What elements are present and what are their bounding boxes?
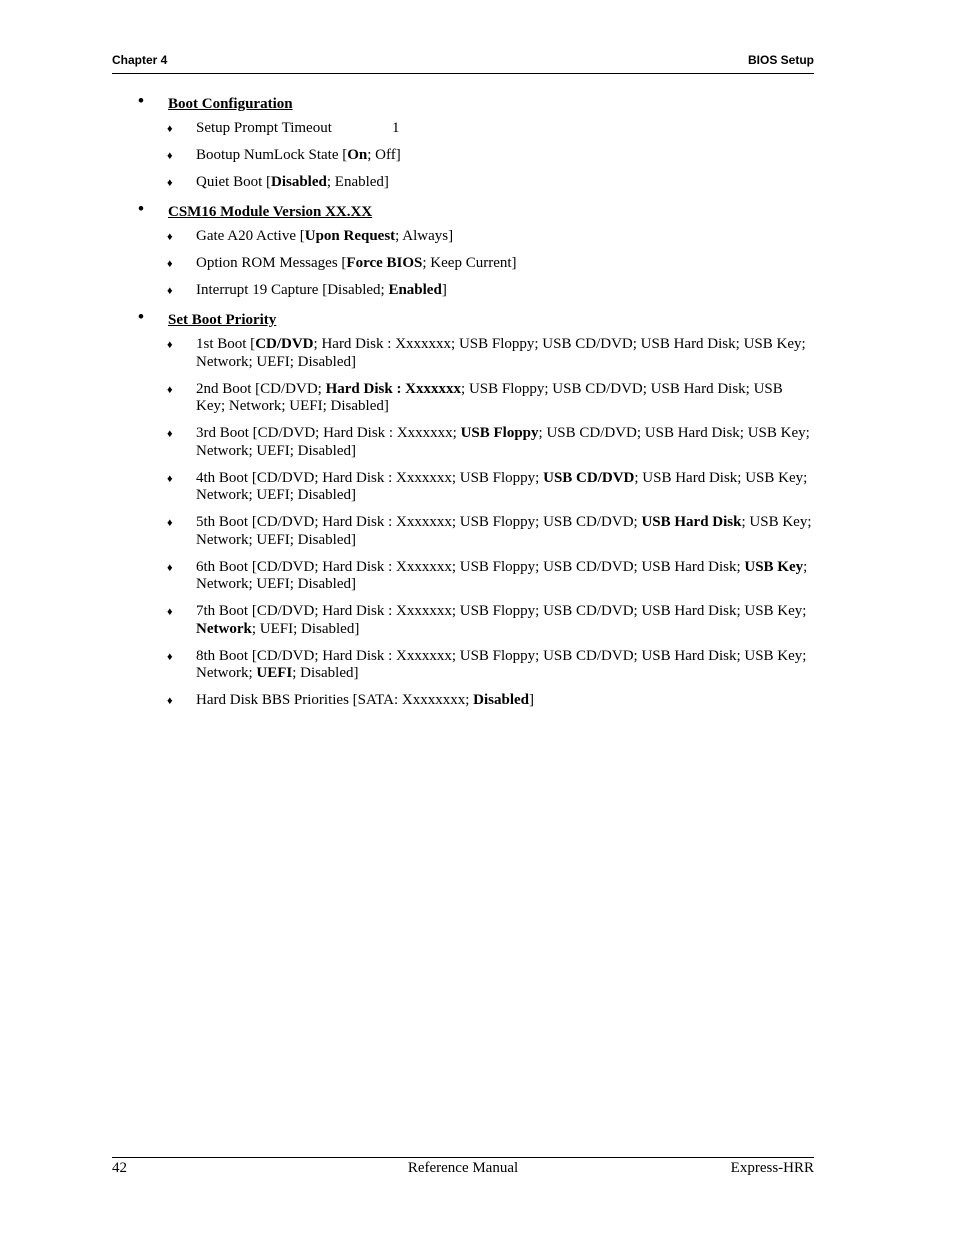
- diamond-bullet-icon: ♦: [167, 472, 173, 485]
- option-default-value: On: [347, 147, 368, 163]
- option-default-value: USB CD/DVD: [543, 469, 635, 486]
- option-text: ; USB Hard Disk; USB Key; Network; UEFI; Disabled]: [196, 469, 808, 503]
- list-item: [112, 648, 814, 683]
- option-text: ; UEFI; Disabled]: [251, 620, 360, 637]
- option-text: 6th Boot [CD/DVD; Hard Disk : Xxxxxxx; USB Floppy; USB CD/DVD; USB Hard Disk;: [196, 558, 745, 575]
- diamond-bullet-icon: ♦: [167, 150, 173, 162]
- option-text: 1st Boot [: [196, 336, 256, 352]
- option-text: ; USB CD/DVD; USB Hard Disk; USB Key; Network; UEFI; Disabled]: [196, 425, 810, 459]
- list-item: [112, 336, 814, 371]
- section-title: CSM16 Module Version XX.XX: [168, 204, 373, 220]
- diamond-bullet-icon: ♦: [167, 561, 173, 574]
- footer-title: Reference Manual: [407, 1160, 519, 1176]
- diamond-bullet-icon: ♦: [167, 517, 173, 529]
- list-item: [112, 470, 814, 505]
- option-text: Interrupt 19 Capture [Disabled;: [196, 282, 389, 298]
- option-text: ; Enabled]: [326, 174, 389, 190]
- option-text: ; Always]: [395, 228, 454, 244]
- option-text: ; Disabled]: [292, 665, 359, 681]
- diamond-bullet-icon: ♦: [167, 258, 173, 270]
- option-text: 8th Boot [CD/DVD; Hard Disk : Xxxxxxx; USB Floppy; USB CD/DVD; USB Hard Disk; USB Key; Network;: [196, 647, 807, 681]
- chapter-label: Chapter 4: [112, 53, 168, 67]
- option-value: 1: [392, 120, 400, 136]
- diamond-bullet-icon: ♦: [167, 285, 173, 297]
- option-text: ; Hard Disk : Xxxxxxx; USB Floppy; USB CD/DVD; USB Hard Disk; USB Key; Network; UEFI; Disabled]: [196, 336, 806, 370]
- option-default-value: Network: [196, 620, 252, 637]
- option-text: Option ROM Messages [: [196, 255, 347, 271]
- option-default-value: UEFI: [256, 665, 293, 681]
- option-text: ; Keep Current]: [422, 255, 517, 271]
- section-title-row: [112, 201, 814, 227]
- option-default-value: USB Hard Disk: [641, 514, 742, 530]
- section-bullet-icon: •: [138, 199, 144, 218]
- option-default-value: Force BIOS: [346, 255, 423, 271]
- page-header: [112, 52, 814, 74]
- section: [112, 201, 814, 300]
- page-number: 42: [112, 1160, 127, 1176]
- option-default-value: Enabled: [388, 282, 442, 298]
- list-item: [112, 174, 814, 192]
- option-default-value: Hard Disk : Xxxxxxx: [325, 380, 462, 397]
- list-item: [112, 425, 814, 460]
- diamond-bullet-icon: ♦: [167, 428, 173, 440]
- option-text: ; USB Key; Network; UEFI; Disabled]: [196, 514, 812, 548]
- option-text: ; Off]: [367, 147, 401, 163]
- option-text: 2nd Boot [CD/DVD;: [196, 380, 326, 397]
- section-bullet-icon: •: [138, 91, 144, 110]
- option-text: 7th Boot [CD/DVD; Hard Disk : Xxxxxxx; USB Floppy; USB CD/DVD; USB Hard Disk; USB Key;: [196, 603, 807, 619]
- section-title: Boot Configuration: [168, 96, 293, 112]
- option-text: 3rd Boot [CD/DVD; Hard Disk : Xxxxxxx;: [196, 425, 461, 441]
- option-text: 5th Boot [CD/DVD; Hard Disk : Xxxxxxx; USB Floppy; USB CD/DVD;: [196, 514, 642, 530]
- section-title-row: [112, 309, 814, 335]
- section: [112, 93, 814, 192]
- option-text: ; Network; UEFI; Disabled]: [196, 558, 808, 592]
- option-text: ]: [529, 692, 535, 708]
- diamond-bullet-icon: ♦: [167, 231, 173, 243]
- diamond-bullet-icon: ♦: [167, 383, 173, 396]
- option-default-value: CD/DVD: [255, 336, 314, 352]
- list-item: [112, 381, 814, 416]
- diamond-bullet-icon: ♦: [167, 650, 173, 663]
- option-text: Quiet Boot [: [196, 174, 271, 190]
- section: [112, 309, 814, 710]
- option-text: Setup Prompt Timeout: [196, 120, 332, 136]
- footer-product: Express-HRR: [730, 1160, 814, 1176]
- option-text: Hard Disk BBS Priorities [SATA: Xxxxxxxx;: [196, 692, 474, 708]
- option-default-value: USB Key: [744, 558, 804, 575]
- diamond-bullet-icon: ♦: [167, 177, 173, 189]
- list-item: [112, 120, 814, 138]
- section-bullet-icon: •: [138, 307, 144, 326]
- option-default-value: Disabled: [271, 174, 327, 190]
- option-text: Gate A20 Active [: [196, 228, 305, 244]
- list-item: [112, 255, 814, 273]
- list-item: [112, 514, 814, 549]
- diamond-bullet-icon: ♦: [167, 339, 173, 351]
- section-title: Set Boot Priority: [168, 312, 277, 328]
- page-footer: [112, 1157, 814, 1176]
- diamond-bullet-icon: ♦: [167, 606, 173, 618]
- page-content: [112, 93, 814, 719]
- diamond-bullet-icon: ♦: [167, 695, 173, 707]
- list-item: [112, 692, 814, 710]
- list-item: [112, 147, 814, 165]
- option-text: ; USB Floppy; USB CD/DVD; USB Hard Disk; USB Key; Network; UEFI; Disabled]: [196, 380, 783, 414]
- option-default-value: Disabled: [473, 692, 530, 708]
- list-item: [112, 559, 814, 594]
- diamond-bullet-icon: ♦: [167, 123, 173, 135]
- section-title-row: [112, 93, 814, 119]
- option-text: Bootup NumLock State [: [196, 147, 348, 163]
- option-default-value: Upon Request: [304, 228, 396, 244]
- option-text: ]: [441, 282, 447, 298]
- option-text: 4th Boot [CD/DVD; Hard Disk : Xxxxxxx; USB Floppy;: [196, 469, 544, 486]
- list-item: [112, 228, 814, 246]
- section-label: BIOS Setup: [747, 53, 814, 67]
- option-default-value: USB Floppy: [460, 425, 539, 441]
- list-item: [112, 603, 814, 638]
- list-item: [112, 282, 814, 300]
